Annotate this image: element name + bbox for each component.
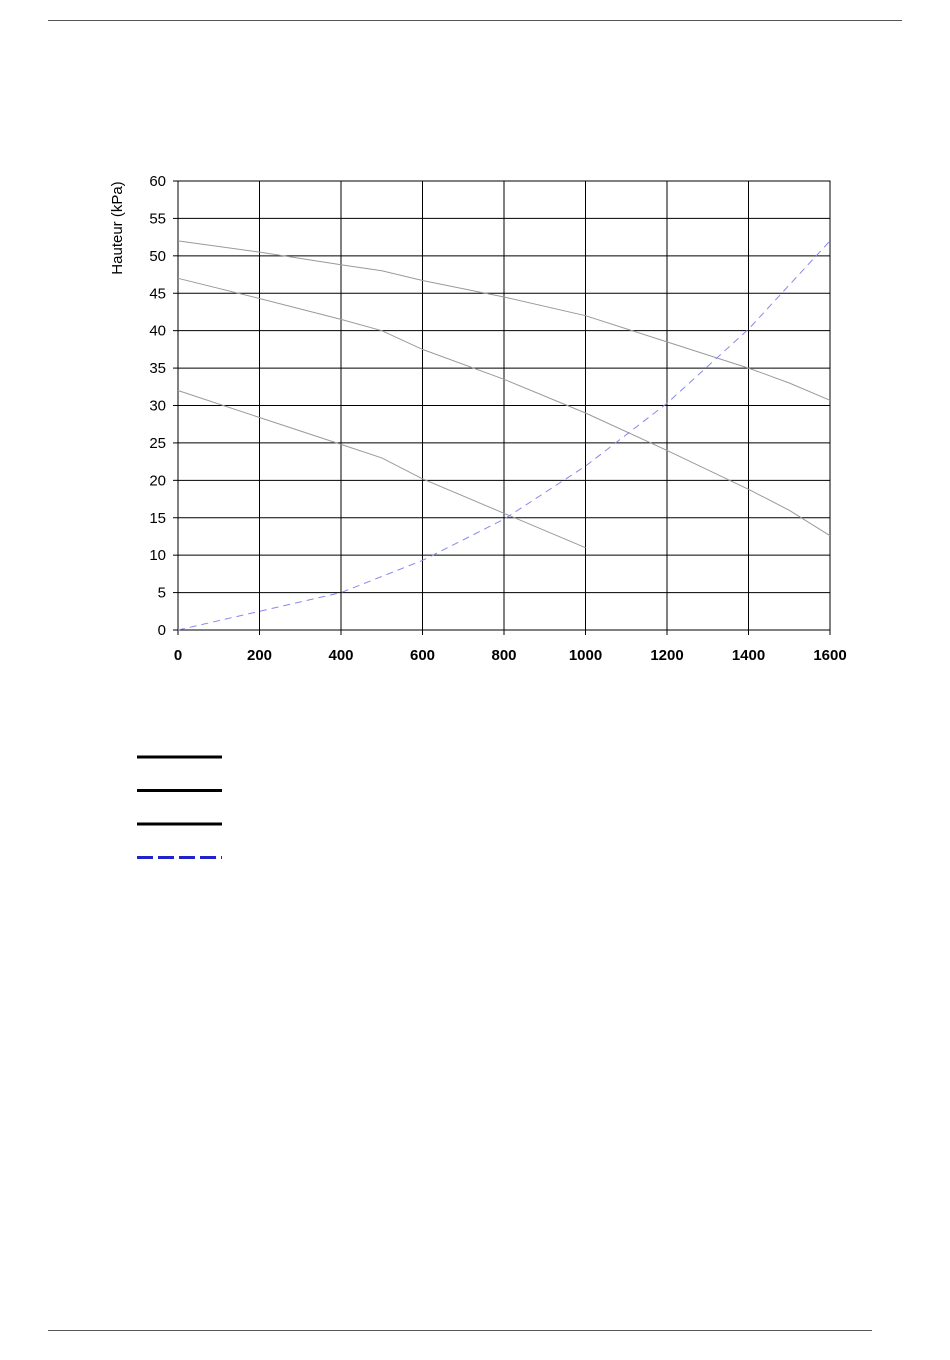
y-tick-label-5: 25 (149, 434, 166, 452)
x-tick-label-2: 400 (328, 647, 354, 664)
legend (137, 757, 222, 858)
y-axis-label: Hauteur (kPa) (109, 181, 126, 275)
x-tick-label-7: 1400 (731, 647, 766, 664)
y-tick-label-9: 45 (149, 285, 166, 303)
y-tick-label-4: 20 (149, 472, 166, 490)
y-tick-label-1: 5 (157, 584, 166, 602)
y-tick-label-11: 55 (149, 210, 166, 228)
y-tick-label-10: 50 (149, 247, 166, 265)
y-tick-label-0: 0 (157, 622, 166, 639)
y-tick-label-8: 40 (149, 322, 166, 340)
series-line-3 (178, 391, 586, 548)
x-tick-labels (174, 647, 847, 664)
y-tick-label-12: 60 (149, 173, 166, 190)
y-tick-label-6: 30 (149, 397, 166, 415)
y-tick-label-2: 10 (149, 547, 166, 565)
x-tick-label-1: 200 (246, 647, 273, 664)
y-tick-label-7: 35 (149, 360, 166, 378)
x-tick-label-4: 800 (491, 647, 517, 664)
y-tick-labels (149, 173, 166, 639)
bottom-rule (48, 1330, 872, 1331)
x-tick-label-6: 1200 (650, 647, 684, 664)
axes (173, 181, 830, 635)
grid (178, 181, 830, 630)
x-tick-label-5: 1000 (568, 647, 603, 664)
y-tick-label-3: 15 (149, 509, 166, 527)
x-tick-label-3: 600 (409, 647, 436, 664)
x-tick-label-8: 1600 (813, 647, 847, 664)
x-tick-label-0: 0 (173, 647, 183, 664)
